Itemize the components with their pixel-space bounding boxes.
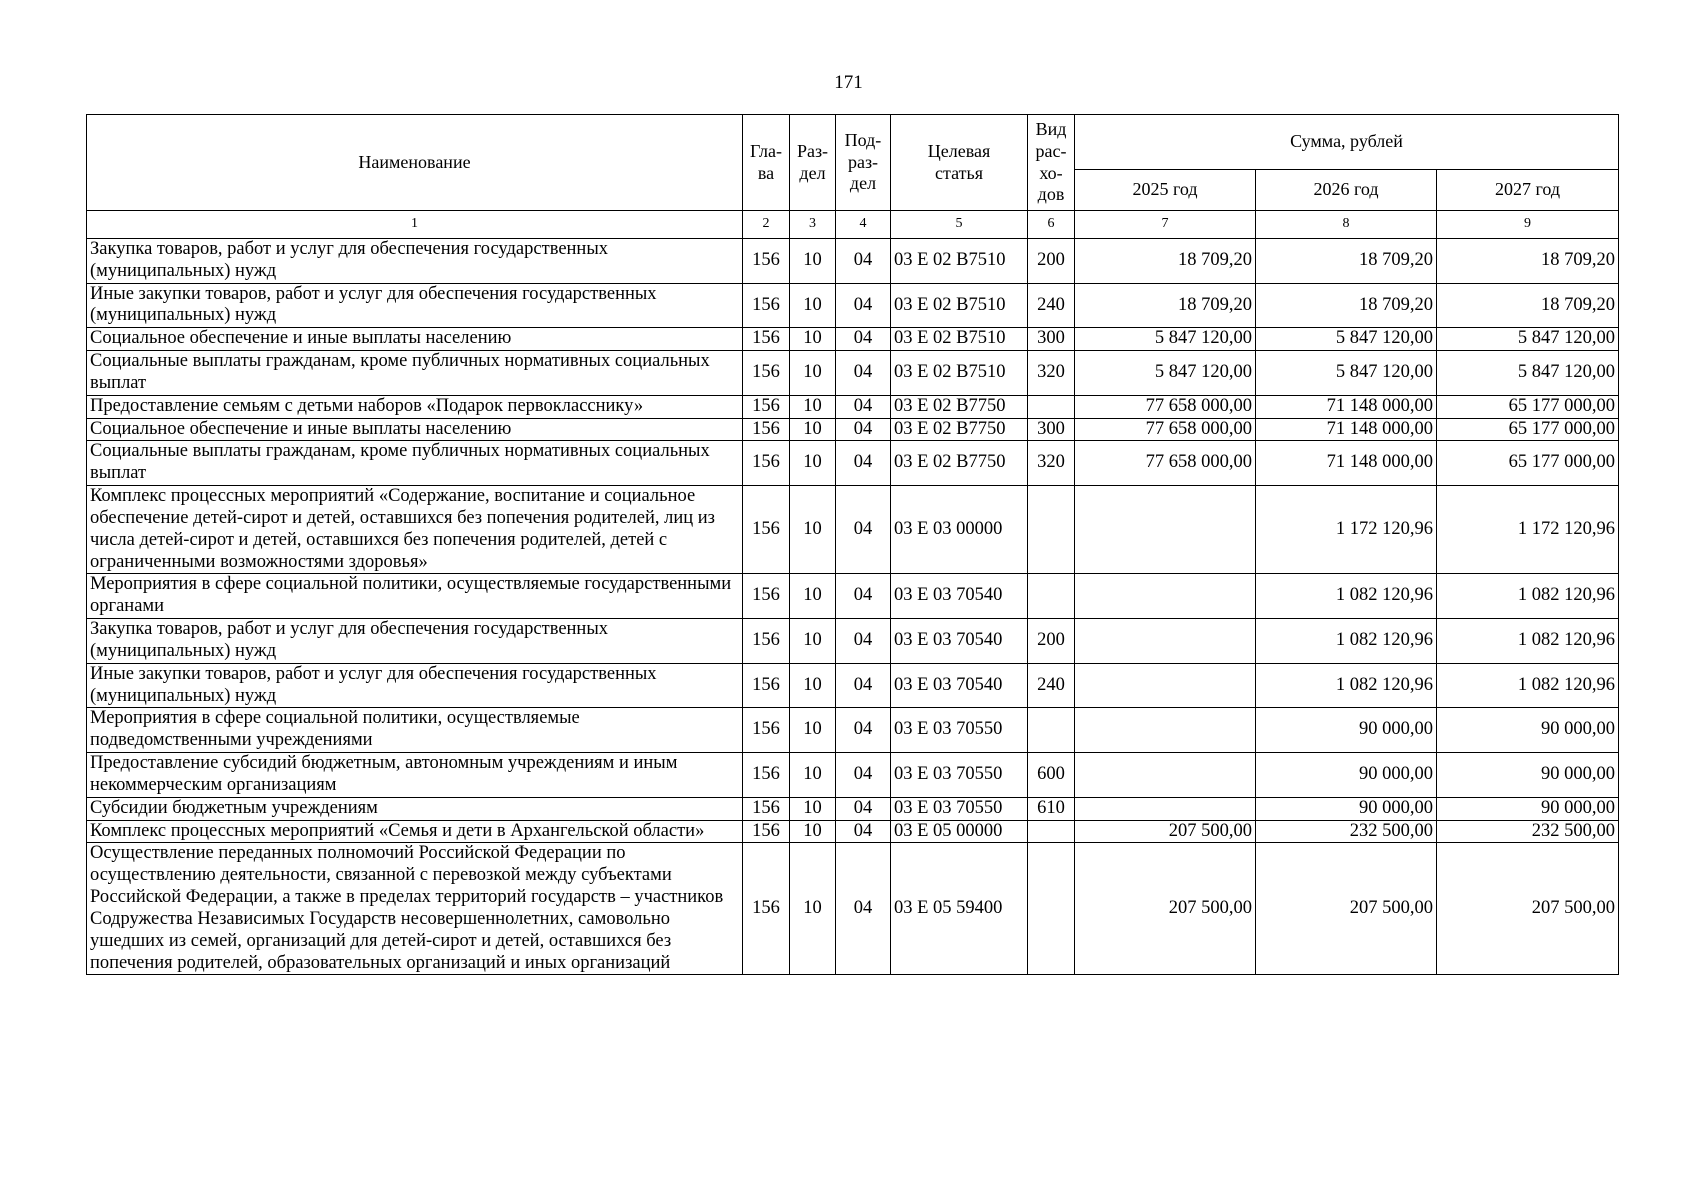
cell-razdel: 10 — [790, 663, 836, 708]
cell-2026: 71 148 000,00 — [1256, 395, 1437, 418]
table-row — [87, 418, 1619, 441]
cell-name: Закупка товаров, работ и услуг для обеспечения государственных (муниципальных) нужд — [87, 239, 743, 284]
header-vid-text: Вид рас- хо- дов — [1035, 119, 1067, 205]
cell-name: Комплекс процессных мероприятий «Содержание, воспитание и социальное обеспечение детей-сирот и детей, оставшихся без попечения родителей, лиц из числа детей-сирот и детей, оставшихся без попечения родителей, детей с ограниченными возможностями здоровья» — [87, 486, 743, 574]
cell-target: 03 Е 05 59400 — [891, 843, 1028, 975]
cell-2025: 207 500,00 — [1075, 843, 1256, 975]
cell-2025: 18 709,20 — [1075, 239, 1256, 284]
cell-2027: 1 082 120,96 — [1437, 619, 1619, 664]
col-number: 6 — [1028, 211, 1075, 239]
cell-glava: 156 — [743, 328, 790, 351]
table-row — [87, 663, 1619, 708]
col-number: 5 — [891, 211, 1028, 239]
cell-vid: 300 — [1028, 418, 1075, 441]
cell-target: 03 Е 02 В7510 — [891, 239, 1028, 284]
header-name: Наименование — [87, 115, 743, 211]
cell-glava: 156 — [743, 843, 790, 975]
cell-vid — [1028, 820, 1075, 843]
cell-podrazdel: 04 — [836, 708, 891, 753]
cell-vid: 320 — [1028, 351, 1075, 396]
cell-2026: 18 709,20 — [1256, 283, 1437, 328]
cell-razdel: 10 — [790, 395, 836, 418]
cell-2027: 1 082 120,96 — [1437, 574, 1619, 619]
header-glava — [743, 115, 790, 211]
table-row — [87, 351, 1619, 396]
header-glava-text: Гла- ва — [749, 140, 783, 183]
cell-name: Социальное обеспечение и иные выплаты населению — [87, 328, 743, 351]
header-razdel-text: Раз- дел — [796, 140, 829, 183]
cell-podrazdel: 04 — [836, 753, 891, 798]
cell-2025 — [1075, 797, 1256, 820]
cell-glava: 156 — [743, 351, 790, 396]
cell-razdel: 10 — [790, 843, 836, 975]
table-row — [87, 708, 1619, 753]
cell-2027: 18 709,20 — [1437, 239, 1619, 284]
cell-name: Закупка товаров, работ и услуг для обеспечения государственных (муниципальных) нужд — [87, 619, 743, 664]
cell-2025: 5 847 120,00 — [1075, 328, 1256, 351]
cell-razdel: 10 — [790, 753, 836, 798]
cell-target: 03 Е 03 70540 — [891, 663, 1028, 708]
cell-2027: 5 847 120,00 — [1437, 328, 1619, 351]
cell-podrazdel: 04 — [836, 328, 891, 351]
header-sum: Сумма, рублей — [1075, 115, 1619, 170]
table-row — [87, 283, 1619, 328]
cell-2025: 207 500,00 — [1075, 820, 1256, 843]
cell-vid — [1028, 843, 1075, 975]
cell-target: 03 Е 03 70550 — [891, 753, 1028, 798]
table-row — [87, 239, 1619, 284]
cell-vid — [1028, 486, 1075, 574]
cell-razdel: 10 — [790, 708, 836, 753]
cell-2026: 207 500,00 — [1256, 843, 1437, 975]
cell-2025: 77 658 000,00 — [1075, 418, 1256, 441]
cell-glava: 156 — [743, 486, 790, 574]
cell-podrazdel: 04 — [836, 239, 891, 284]
cell-vid: 200 — [1028, 619, 1075, 664]
cell-razdel: 10 — [790, 820, 836, 843]
cell-2025: 77 658 000,00 — [1075, 441, 1256, 486]
cell-2027: 90 000,00 — [1437, 708, 1619, 753]
cell-name: Социальные выплаты гражданам, кроме публичных нормативных социальных выплат — [87, 441, 743, 486]
cell-glava: 156 — [743, 239, 790, 284]
cell-2026: 18 709,20 — [1256, 239, 1437, 284]
cell-target: 03 Е 03 70550 — [891, 708, 1028, 753]
page-number: 171 — [834, 72, 863, 93]
cell-2025 — [1075, 574, 1256, 619]
col-number: 9 — [1437, 211, 1619, 239]
cell-name: Мероприятия в сфере социальной политики, осуществляемые подведомственными учреждениями — [87, 708, 743, 753]
budget-table — [86, 114, 1619, 975]
cell-name: Социальное обеспечение и иные выплаты населению — [87, 418, 743, 441]
cell-razdel: 10 — [790, 239, 836, 284]
cell-razdel: 10 — [790, 418, 836, 441]
cell-target: 03 Е 05 00000 — [891, 820, 1028, 843]
cell-vid: 300 — [1028, 328, 1075, 351]
table-row — [87, 619, 1619, 664]
cell-podrazdel: 04 — [836, 843, 891, 975]
table-row — [87, 574, 1619, 619]
cell-target: 03 Е 03 70540 — [891, 574, 1028, 619]
cell-vid: 240 — [1028, 283, 1075, 328]
table-header — [87, 115, 1619, 239]
cell-razdel: 10 — [790, 619, 836, 664]
col-number: 3 — [790, 211, 836, 239]
cell-2025 — [1075, 619, 1256, 664]
table-row — [87, 328, 1619, 351]
cell-glava: 156 — [743, 418, 790, 441]
cell-name: Иные закупки товаров, работ и услуг для обеспечения государственных (муниципальных) нужд — [87, 283, 743, 328]
cell-podrazdel: 04 — [836, 418, 891, 441]
cell-podrazdel: 04 — [836, 395, 891, 418]
cell-2027: 18 709,20 — [1437, 283, 1619, 328]
cell-target: 03 Е 02 В7750 — [891, 441, 1028, 486]
cell-vid: 200 — [1028, 239, 1075, 284]
header-2027: 2027 год — [1437, 170, 1619, 211]
cell-name: Иные закупки товаров, работ и услуг для обеспечения государственных (муниципальных) нужд — [87, 663, 743, 708]
cell-podrazdel: 04 — [836, 574, 891, 619]
table-row — [87, 820, 1619, 843]
header-vid — [1028, 115, 1075, 211]
cell-podrazdel: 04 — [836, 486, 891, 574]
column-number-row — [87, 211, 1619, 239]
cell-name: Субсидии бюджетным учреждениям — [87, 797, 743, 820]
cell-2026: 71 148 000,00 — [1256, 418, 1437, 441]
cell-name: Предоставление семьям с детьми наборов «Подарок первокласснику» — [87, 395, 743, 418]
table-row — [87, 753, 1619, 798]
cell-podrazdel: 04 — [836, 283, 891, 328]
cell-2027: 65 177 000,00 — [1437, 441, 1619, 486]
cell-glava: 156 — [743, 663, 790, 708]
header-podrazdel — [836, 115, 891, 211]
cell-2027: 232 500,00 — [1437, 820, 1619, 843]
cell-vid: 240 — [1028, 663, 1075, 708]
cell-2027: 5 847 120,00 — [1437, 351, 1619, 396]
col-number: 7 — [1075, 211, 1256, 239]
cell-target: 03 Е 02 В7510 — [891, 328, 1028, 351]
cell-name: Мероприятия в сфере социальной политики, осуществляемые государственными органами — [87, 574, 743, 619]
table-body — [87, 239, 1619, 975]
cell-glava: 156 — [743, 797, 790, 820]
col-number: 1 — [87, 211, 743, 239]
cell-2027: 207 500,00 — [1437, 843, 1619, 975]
cell-razdel: 10 — [790, 486, 836, 574]
cell-2025 — [1075, 663, 1256, 708]
cell-target: 03 Е 02 В7750 — [891, 395, 1028, 418]
cell-target: 03 Е 02 В7510 — [891, 351, 1028, 396]
cell-2025: 77 658 000,00 — [1075, 395, 1256, 418]
header-target — [891, 115, 1028, 211]
cell-target: 03 Е 02 В7750 — [891, 418, 1028, 441]
cell-2026: 90 000,00 — [1256, 797, 1437, 820]
header-2026: 2026 год — [1256, 170, 1437, 211]
cell-podrazdel: 04 — [836, 351, 891, 396]
cell-target: 03 Е 03 70540 — [891, 619, 1028, 664]
cell-2027: 90 000,00 — [1437, 797, 1619, 820]
cell-razdel: 10 — [790, 441, 836, 486]
cell-2027: 65 177 000,00 — [1437, 418, 1619, 441]
cell-podrazdel: 04 — [836, 820, 891, 843]
cell-2027: 1 082 120,96 — [1437, 663, 1619, 708]
table-row — [87, 797, 1619, 820]
cell-podrazdel: 04 — [836, 797, 891, 820]
cell-glava: 156 — [743, 619, 790, 664]
cell-2026: 1 172 120,96 — [1256, 486, 1437, 574]
cell-glava: 156 — [743, 283, 790, 328]
table-row — [87, 486, 1619, 574]
cell-razdel: 10 — [790, 328, 836, 351]
cell-glava: 156 — [743, 395, 790, 418]
cell-vid: 320 — [1028, 441, 1075, 486]
cell-2025 — [1075, 708, 1256, 753]
cell-2026: 90 000,00 — [1256, 753, 1437, 798]
cell-razdel: 10 — [790, 351, 836, 396]
cell-name: Осуществление переданных полномочий Российской Федерации по осуществлению деятельности, связанной с перевозкой между субъектами Российской Федерации, а также в пределах территорий государств – участников Содружества Независимых Государств несовершеннолетних, самовольно ушедших из семей, организаций для детей-сирот и детей, оставшихся без попечения родителей, образовательных организаций и иных организаций — [87, 843, 743, 975]
header-2025: 2025 год — [1075, 170, 1256, 211]
cell-razdel: 10 — [790, 797, 836, 820]
cell-razdel: 10 — [790, 574, 836, 619]
cell-2026: 71 148 000,00 — [1256, 441, 1437, 486]
cell-glava: 156 — [743, 820, 790, 843]
cell-target: 03 Е 03 70550 — [891, 797, 1028, 820]
col-number: 4 — [836, 211, 891, 239]
cell-vid: 610 — [1028, 797, 1075, 820]
cell-target: 03 Е 02 В7510 — [891, 283, 1028, 328]
cell-vid — [1028, 574, 1075, 619]
cell-name: Комплекс процессных мероприятий «Семья и дети в Архангельской области» — [87, 820, 743, 843]
header-razdel — [790, 115, 836, 211]
cell-2026: 90 000,00 — [1256, 708, 1437, 753]
table-row — [87, 395, 1619, 418]
cell-vid — [1028, 395, 1075, 418]
cell-glava: 156 — [743, 574, 790, 619]
cell-podrazdel: 04 — [836, 663, 891, 708]
cell-2025: 18 709,20 — [1075, 283, 1256, 328]
cell-2027: 65 177 000,00 — [1437, 395, 1619, 418]
cell-2025 — [1075, 753, 1256, 798]
cell-name: Предоставление субсидий бюджетным, автономным учреждениям и иным некоммерческим организациям — [87, 753, 743, 798]
cell-glava: 156 — [743, 753, 790, 798]
cell-glava: 156 — [743, 708, 790, 753]
cell-2026: 1 082 120,96 — [1256, 663, 1437, 708]
cell-vid — [1028, 708, 1075, 753]
header-podrazdel-text: Под- раз- дел — [844, 130, 882, 194]
cell-2025: 5 847 120,00 — [1075, 351, 1256, 396]
cell-podrazdel: 04 — [836, 619, 891, 664]
cell-2026: 1 082 120,96 — [1256, 619, 1437, 664]
cell-2026: 232 500,00 — [1256, 820, 1437, 843]
col-number: 2 — [743, 211, 790, 239]
cell-name: Социальные выплаты гражданам, кроме публичных нормативных социальных выплат — [87, 351, 743, 396]
header-target-text: Целевая статья — [927, 140, 991, 183]
col-number: 8 — [1256, 211, 1437, 239]
cell-razdel: 10 — [790, 283, 836, 328]
cell-2026: 5 847 120,00 — [1256, 351, 1437, 396]
cell-target: 03 Е 03 00000 — [891, 486, 1028, 574]
cell-vid: 600 — [1028, 753, 1075, 798]
cell-2027: 1 172 120,96 — [1437, 486, 1619, 574]
cell-podrazdel: 04 — [836, 441, 891, 486]
cell-2026: 5 847 120,00 — [1256, 328, 1437, 351]
cell-glava: 156 — [743, 441, 790, 486]
cell-2026: 1 082 120,96 — [1256, 574, 1437, 619]
table-row — [87, 843, 1619, 975]
cell-2027: 90 000,00 — [1437, 753, 1619, 798]
table-row — [87, 441, 1619, 486]
cell-2025 — [1075, 486, 1256, 574]
